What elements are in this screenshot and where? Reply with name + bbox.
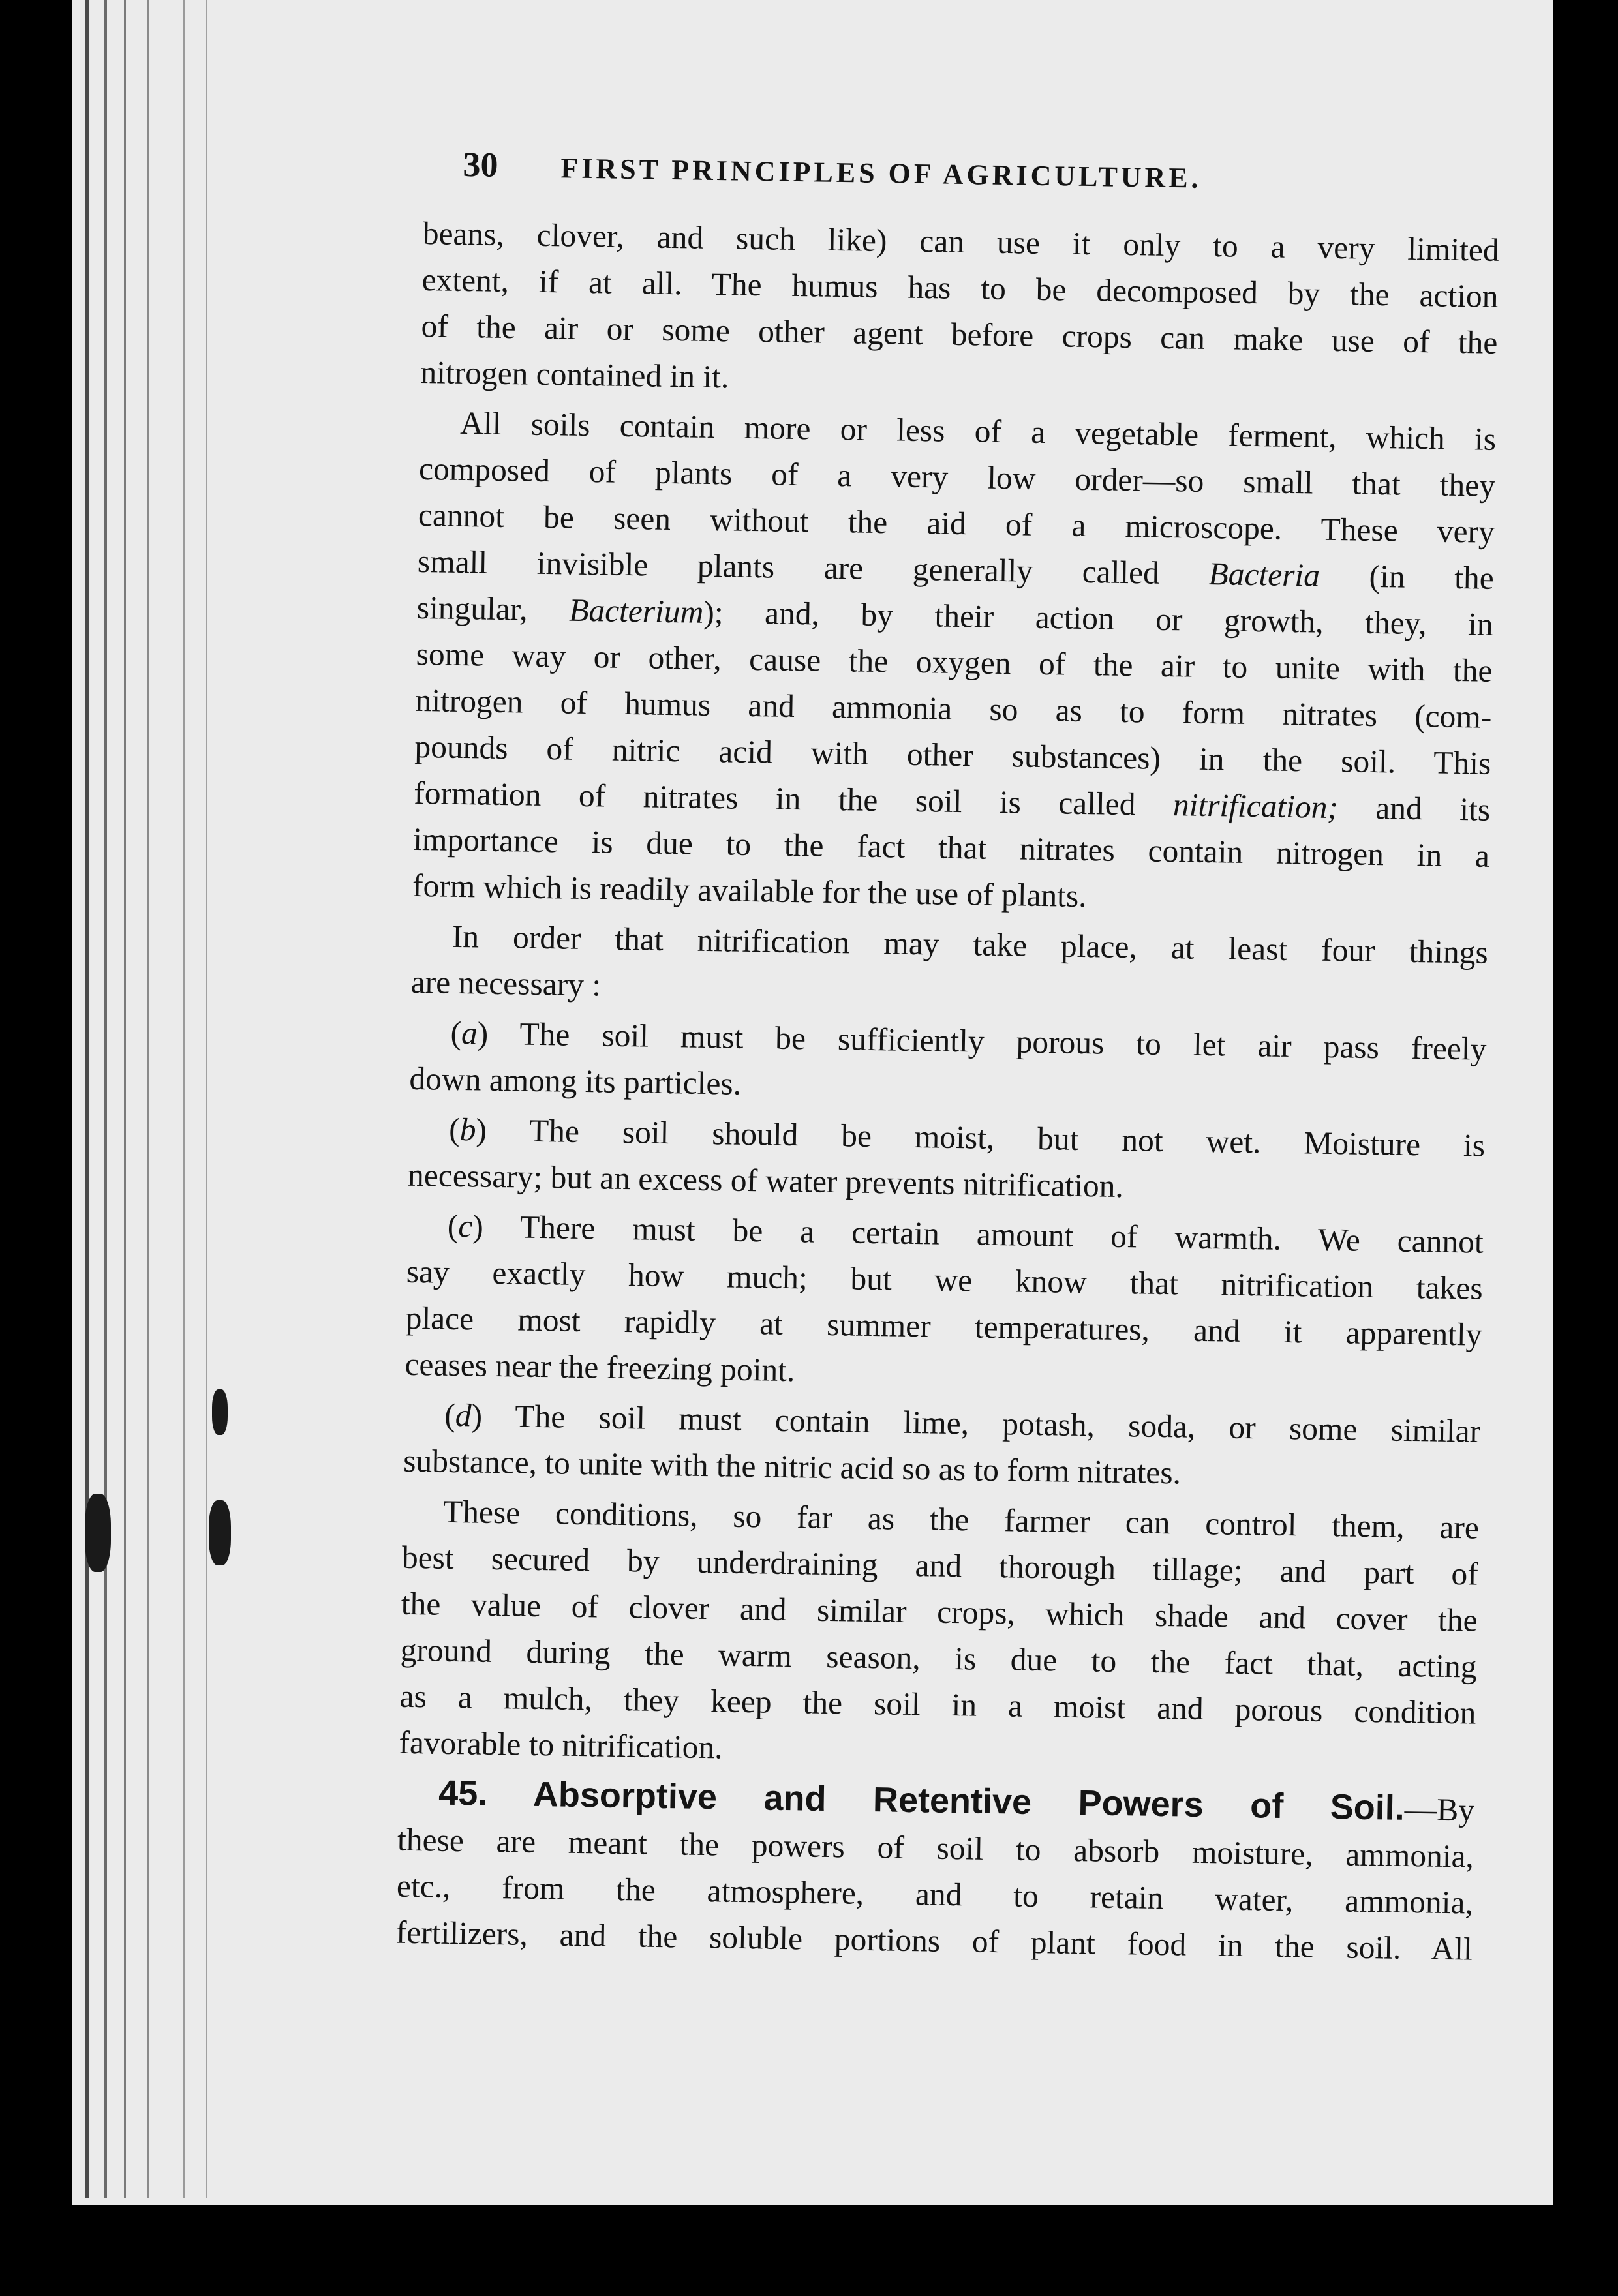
text-run: (in the xyxy=(1319,557,1495,596)
page-edge-line xyxy=(104,0,107,2198)
list-marker: b xyxy=(459,1111,476,1148)
binding-shadow xyxy=(209,1500,231,1565)
text-line: the value of clover and similar crops, which shade and cover the xyxy=(401,1585,1478,1639)
text-line: nitrogen contained in it. xyxy=(420,354,729,395)
text-line: form which is readily available for the use of plants. xyxy=(412,867,1088,914)
binding-shadow xyxy=(85,1494,111,1572)
list-item-d: (d) The soil must contain lime, potash, soda, or some similar xyxy=(444,1397,1481,1449)
page-edge-line xyxy=(85,0,89,2198)
text-line: fertilizers, and the soluble portions of plant food in the soil. All xyxy=(395,1914,1473,1967)
page-edge-line xyxy=(124,0,126,2198)
italic-term: nitrification; xyxy=(1172,787,1339,826)
text-line: nitrogen of humus and ammonia so as to form nitrates (com- xyxy=(415,682,1492,735)
list-marker: d xyxy=(455,1397,472,1434)
page-number: 30 xyxy=(463,144,498,185)
text-line: In order that nitrification may take place, at least four things xyxy=(451,918,1489,971)
list-item-b: (b) The soil should be moist, but not wet. Moisture is xyxy=(448,1111,1486,1164)
page-edge-line xyxy=(183,0,185,2198)
page-text xyxy=(395,144,1500,1972)
text-run: formation of nitrates in the soil is called xyxy=(413,774,1174,823)
text-line: of the air or some other agent before crops can make use of the xyxy=(421,307,1498,361)
text-line: say exactly how much; but we know that nitrification takes xyxy=(406,1253,1484,1307)
page-edge-line xyxy=(206,0,207,2198)
text-line: ceases near the freezing point. xyxy=(404,1346,795,1389)
text-run: The soil must contain lime, potash, soda, or some similar xyxy=(481,1397,1481,1449)
italic-term: Bacterium xyxy=(568,592,704,630)
list-item-c: (c) There must be a certain amount of warmth. We cannot xyxy=(447,1207,1484,1260)
section-heading: Absorptive and Retentive Powers of Soil. xyxy=(487,1774,1405,1828)
text-line: extent, if at all. The humus has to be decomposed by the action xyxy=(421,261,1499,314)
page-edge-line xyxy=(147,0,149,2198)
text-line: these are meant the powers of soil to absorb moisture, ammonia, xyxy=(397,1821,1474,1875)
text-run: and its xyxy=(1337,789,1491,828)
italic-term: Bacteria xyxy=(1208,555,1320,594)
text-line: down among its particles. xyxy=(409,1060,742,1102)
text-line: importance is due to the fact that nitrates contain nitrogen in a xyxy=(412,821,1490,874)
section-number: 45. xyxy=(438,1773,488,1813)
body-text xyxy=(395,210,1499,1972)
text-line: cannot be seen without the aid of a microscope. These very xyxy=(418,496,1495,550)
text-run: —By xyxy=(1404,1790,1475,1828)
binding-shadow xyxy=(212,1389,228,1435)
list-marker: c xyxy=(457,1208,473,1245)
text-line: pounds of nitric acid with other substances) in the soil. This xyxy=(414,728,1491,781)
text-line: ground during the warm season, is due to the fact that, acting xyxy=(400,1631,1477,1685)
text-line: All soils contain more or less of a vegetable ferment, which is xyxy=(459,404,1497,457)
text-line: best secured by underdraining and thorough tillage; and part of xyxy=(401,1539,1479,1592)
text-line: substance, to unite with the nitric acid so as to form nitrates. xyxy=(403,1442,1182,1491)
text-run: ); and, by their action or growth, they, in xyxy=(703,594,1494,642)
text-line: as a mulch, they keep the soil in a moist and porous condition xyxy=(399,1678,1476,1731)
running-head-title: FIRST PRINCIPLES OF AGRICULTURE. xyxy=(560,152,1202,194)
text-run: small invisible plants are generally called xyxy=(417,543,1209,592)
text-run: The soil should be moist, but not wet. Moisture is xyxy=(486,1111,1486,1164)
text-line: These conditions, so far as the farmer can control them, are xyxy=(442,1493,1480,1546)
text-line: necessary; but an excess of water prevents nitrification. xyxy=(407,1156,1124,1205)
text-run: There must be a certain amount of warmth. We cannot xyxy=(483,1208,1484,1260)
text-line: some way or other, cause the oxygen of the air to unite with the xyxy=(416,635,1493,689)
text-run: singular, xyxy=(416,589,570,628)
text-line: etc., from the atmosphere, and to retain water, ammonia, xyxy=(396,1867,1474,1921)
text-line: place most rapidly at summer temperatures, and it apparently xyxy=(405,1299,1482,1353)
list-marker: a xyxy=(461,1015,478,1051)
text-line: composed of plants of a very low order—so small that they xyxy=(418,450,1496,504)
text-line: favorable to nitrification. xyxy=(399,1724,724,1766)
text-run: The soil must be sufficiently porous to let air pass freely xyxy=(487,1015,1487,1067)
list-item-a: (a) The soil must be sufficiently porous to let air pass freely xyxy=(450,1014,1487,1067)
text-line: are necessary : xyxy=(410,963,602,1003)
text-line: beans, clover, and such like) can use it only to a very limited xyxy=(422,215,1500,268)
